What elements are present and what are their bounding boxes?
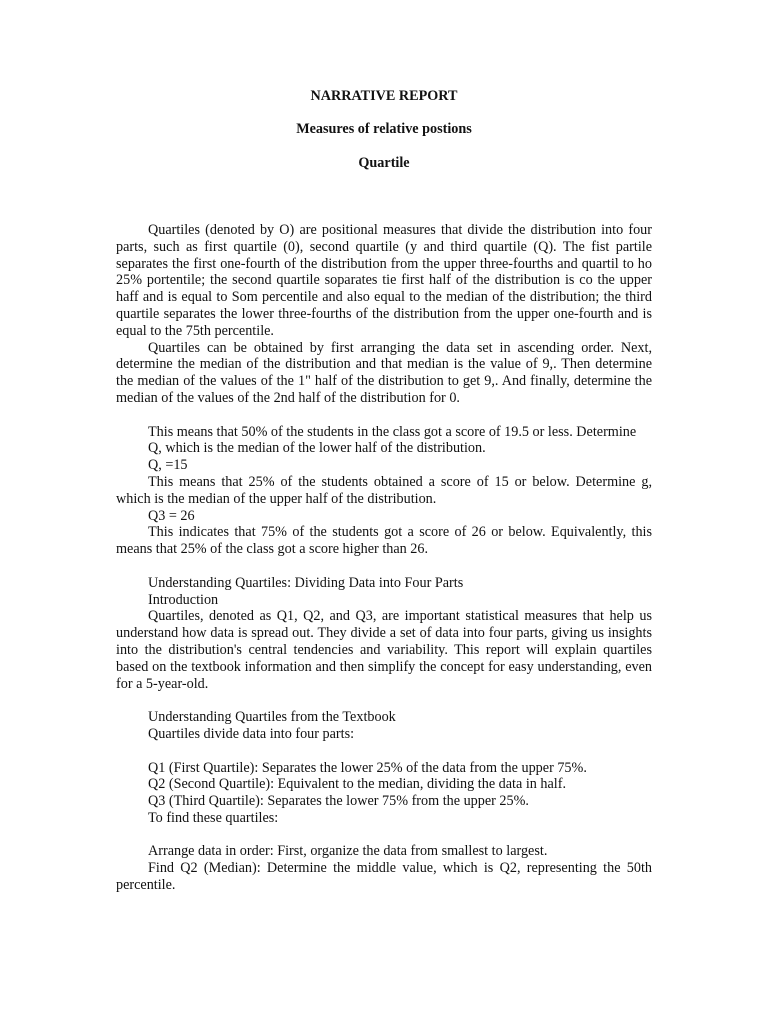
body-paragraph: This means that 25% of the students obtained a score of 15 or below. Determine g, which is the median of the upper half of the distribution.: [116, 473, 652, 507]
paragraph-spacer: [116, 692, 652, 709]
body-paragraph: Q3 = 26: [148, 507, 195, 524]
body-paragraph: To find these quartiles:: [148, 809, 279, 826]
body-paragraph: Arrange data in order: First, organize the data from smallest to largest.: [148, 843, 548, 860]
body-paragraph: Q3 (Third Quartile): Separates the lower 75% from the upper 25%.: [148, 793, 529, 810]
paragraph-spacer: [116, 558, 652, 575]
body-paragraph: Quartiles, denoted as Q1, Q2, and Q3, are important statistical measures that help us understand how data is spread out. They divide a set of data into four parts, giving us insights into the distribution's central tendencies and variability. This report will explain quartiles based on the textbook information and then simplify the concept for easy understanding, even for a 5-year-old.: [116, 608, 652, 692]
paragraph-spacer: [116, 407, 652, 424]
document-subtitle: Measures of relative postions: [296, 121, 472, 137]
body-paragraph: Q2 (Second Quartile): Equivalent to the median, dividing the data in half.: [148, 776, 567, 793]
document-body: [116, 222, 652, 894]
body-paragraph: Introduction: [148, 591, 219, 608]
paragraph-spacer: [116, 827, 652, 844]
section-heading: Quartile: [358, 155, 410, 171]
body-paragraph: Q, =15: [148, 457, 188, 474]
body-paragraph: This means that 50% of the students in the class got a score of 19.5 or less. Determine: [148, 423, 637, 440]
body-paragraph: Q, which is the median of the lower half of the distribution.: [148, 440, 486, 457]
paragraph-spacer: [116, 743, 652, 760]
body-paragraph: Quartiles can be obtained by first arranging the data set in ascending order. Next, determine the median of the distribution and that median is the value of 9,. Then determine the median of the values of the 1" half of the distribution to get 9,. And finally, determine the median of the values of the 2nd half of the distribution for 0.: [116, 339, 652, 406]
body-paragraph: Find Q2 (Median): Determine the middle value, which is Q2, representing the 50th percentile.: [116, 860, 652, 894]
body-paragraph: Understanding Quartiles: Dividing Data into Four Parts: [148, 574, 464, 591]
body-paragraph: Q1 (First Quartile): Separates the lower 25% of the data from the upper 75%.: [148, 759, 587, 776]
body-paragraph: Understanding Quartiles from the Textbook: [148, 709, 396, 726]
body-paragraph: This indicates that 75% of the students got a score of 26 or below. Equivalently, this means that 25% of the class got a score higher than 26.: [116, 524, 652, 558]
document-title: NARRATIVE REPORT: [310, 88, 458, 104]
body-paragraph: Quartiles divide data into four parts:: [148, 725, 355, 742]
body-paragraph: Quartiles (denoted by O) are positional measures that divide the distribution into four parts, such as first quartile (0), second quartile (y and third quartile (Q). The fist partile separates the first one-fourth of the distribution from the upper three-fourths and quartil to ho 25% portentile; the second quartile soparates tie first half of the distribution is co the upper haff and is equal to Som percentile and also equal to the median of the distribution; the third quartile separates the lower three-fourths of the distribution from the upper one-fourth and is equal to the 75th percentile.: [116, 222, 652, 339]
